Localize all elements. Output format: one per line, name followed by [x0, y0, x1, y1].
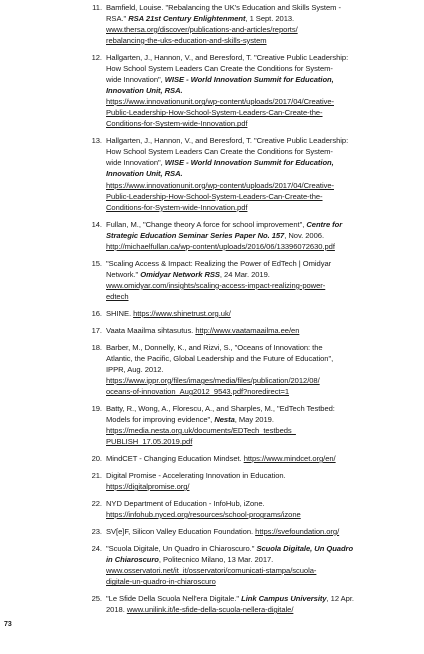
- reference-number: 19.: [91, 403, 102, 413]
- reference-text: "Scuola Digitale, Un Quadro in Chiaroscuro.": [106, 543, 257, 553]
- reference-link[interactable]: Public-Leadership-How-School-System-Leaders-Can-Create-the-: [106, 191, 323, 201]
- reference-line: [106, 498, 414, 509]
- reference-source: Link Campus University: [241, 593, 327, 603]
- reference-line: [106, 13, 414, 24]
- reference-number: 14.: [91, 219, 102, 229]
- reference-number: 20.: [91, 454, 102, 464]
- reference-number: 12.: [91, 52, 102, 62]
- reference-link[interactable]: https://www.innovationunit.org/wp-content/uploads/2017/04/Creative-: [106, 180, 334, 190]
- reference-link[interactable]: www.unilink.it/le-sfide-della-scuola-nellera-digitale/: [126, 605, 294, 615]
- reference-text: SHINE.: [106, 308, 134, 318]
- reference-line: [106, 107, 414, 118]
- reference-line: [106, 453, 414, 464]
- reference-link[interactable]: Conditions-for-System-wide-Innovation.pdf: [106, 202, 248, 212]
- reference-line: [106, 291, 414, 302]
- reference-link[interactable]: Conditions-for-System-wide-Innovation.pdf: [106, 119, 248, 129]
- reference-text: RSA.": [106, 13, 129, 23]
- reference-line: [106, 135, 414, 146]
- reference-item: [88, 498, 414, 520]
- reference-text: How School System Leaders Can Create the Conditions for System-: [106, 147, 333, 157]
- reference-item: [88, 52, 414, 130]
- reference-link[interactable]: PUBLISH_17.05.2019.pdf: [106, 437, 193, 447]
- reference-line: [106, 202, 414, 213]
- reference-source: Innovation Unit, RSA.: [106, 85, 183, 95]
- reference-line: [106, 576, 414, 587]
- reference-text: , May 2019.: [234, 414, 274, 424]
- reference-item: [88, 325, 414, 336]
- reference-text: Hallgarten, J., Hannon, V., and Beresford, T. "Creative Public Leadership:: [106, 136, 349, 146]
- reference-line: [106, 269, 414, 280]
- reference-text: Barber, M., Donnelly, K., and Rizvi, S., "Oceans of Innovation: the: [106, 342, 323, 352]
- reference-number: 21.: [91, 470, 102, 480]
- reference-line: [106, 85, 414, 96]
- reference-line: [106, 593, 414, 604]
- reference-link[interactable]: digitale-un-quadro-in-chiaroscuro: [106, 577, 216, 587]
- reference-line: [106, 342, 414, 353]
- reference-text: 2018.: [106, 605, 127, 615]
- reference-text: MindCET - Changing Education Mindset.: [106, 454, 244, 464]
- reference-line: [106, 2, 414, 13]
- reference-line: [106, 191, 414, 202]
- reference-link[interactable]: www.omidyar.com/insights/scaling-access-impact-realizing-power-: [106, 280, 326, 290]
- reference-source: Nesta: [214, 414, 235, 424]
- reference-text: , Politecnico Milano, 13 Mar. 2017.: [158, 554, 274, 564]
- reference-source: WISE - World Innovation Summit for Education,: [164, 74, 334, 84]
- reference-line: [106, 35, 414, 46]
- reference-item: [88, 543, 414, 587]
- reference-text: wide Innovation",: [106, 74, 165, 84]
- reference-link[interactable]: https://infohub.nyced.org/resources/school-programs/izone: [106, 510, 301, 520]
- reference-number: 11.: [92, 2, 102, 12]
- reference-item: [88, 593, 414, 615]
- reference-link[interactable]: https://media.nesta.org.uk/documents/EDTech_testbeds_: [106, 426, 296, 436]
- reference-line: [106, 526, 414, 537]
- reference-item: [88, 219, 414, 252]
- reference-number: 18.: [91, 342, 102, 352]
- reference-text: , Nov. 2006.: [284, 230, 325, 240]
- reference-line: [106, 554, 414, 565]
- reference-number: 24.: [91, 543, 102, 553]
- reference-link[interactable]: oceans-of-innovation_Aug2012_9543.pdf?noredirect=1: [106, 386, 290, 396]
- reference-source: Omidyar Network RSS: [140, 269, 220, 279]
- reference-line: [106, 258, 414, 269]
- reference-source: Strategic Education Seminar Series Paper No. 157: [106, 230, 285, 240]
- reference-list: [88, 2, 414, 621]
- reference-text: How School System Leaders Can Create the Conditions for System-: [106, 63, 333, 73]
- reference-source: RSA 21st Century Enlightenment: [128, 13, 246, 23]
- reference-line: [106, 364, 414, 375]
- reference-item: [88, 453, 414, 464]
- reference-line: [106, 353, 414, 364]
- reference-link[interactable]: https://digitalpromise.org/: [106, 482, 190, 492]
- reference-source: Centre for: [306, 219, 343, 229]
- reference-line: [106, 230, 414, 241]
- reference-text: Bamfield, Louise. "Rebalancing the UK's Education and Skills System -: [106, 2, 341, 12]
- reference-link[interactable]: http://michaelfullan.ca/wp-content/uploads/2016/06/13396072630.pdf: [106, 241, 335, 251]
- reference-line: [106, 168, 414, 179]
- reference-line: [106, 403, 414, 414]
- reference-line: [106, 604, 414, 615]
- page-number: 73: [4, 621, 12, 628]
- reference-item: [88, 258, 414, 302]
- reference-text: SV[e]F, Silicon Valley Education Foundation.: [106, 526, 256, 536]
- reference-text: Batty, R., Wong, A., Florescu, A., and Sharples, M., "EdTech Testbed:: [106, 403, 335, 413]
- reference-line: [106, 180, 414, 191]
- reference-text: , 24 Mar. 2019.: [219, 269, 270, 279]
- reference-text: Digital Promise - Accelerating Innovation in Education.: [106, 470, 286, 480]
- reference-item: [88, 2, 414, 46]
- reference-text: wide Innovation",: [106, 158, 165, 168]
- reference-text: "Scaling Access & Impact: Realizing the Power of EdTech | Omidyar: [106, 258, 332, 268]
- reference-line: [106, 157, 414, 168]
- reference-line: [106, 241, 414, 252]
- reference-text: Network.": [106, 269, 141, 279]
- reference-line: [106, 375, 414, 386]
- reference-line: [106, 386, 414, 397]
- reference-link[interactable]: https://www.ippr.org/files/images/media/files/publication/2012/08/: [106, 375, 320, 385]
- reference-line: [106, 63, 414, 74]
- reference-line: [106, 436, 414, 447]
- reference-text: Models for improving evidence",: [106, 414, 215, 424]
- reference-line: [106, 425, 414, 436]
- reference-number: 22.: [91, 498, 102, 508]
- reference-number: 15.: [91, 258, 102, 268]
- reference-line: [106, 74, 414, 85]
- reference-link[interactable]: http://www.vaatamaailma.ee/en: [195, 325, 300, 335]
- reference-link[interactable]: rebalancing-the-uks-education-and-skills-system: [106, 35, 267, 45]
- reference-number: 25.: [91, 593, 102, 603]
- reference-item: [88, 135, 414, 213]
- reference-line: [106, 565, 414, 576]
- reference-line: [106, 52, 414, 63]
- reference-line: [106, 219, 414, 230]
- reference-link[interactable]: https://svefoundation.org/: [255, 526, 340, 536]
- reference-line: [106, 470, 414, 481]
- reference-number: 17.: [91, 325, 102, 335]
- reference-item: [88, 403, 414, 447]
- reference-link[interactable]: www.osservatori.net/it_it/osservatori/comunicati-stampa/scuola-: [106, 565, 317, 575]
- reference-line: [106, 96, 414, 107]
- reference-number: 13.: [91, 136, 102, 146]
- reference-text: Vaata Maailma sihtasutus.: [106, 325, 196, 335]
- reference-link[interactable]: https://www.shinetrust.org.uk/: [133, 308, 231, 318]
- reference-link[interactable]: Public-Leadership-How-School-System-Leaders-Can-Create-the-: [106, 108, 323, 118]
- reference-text: , 12 Apr.: [326, 593, 354, 603]
- reference-item: [88, 308, 414, 319]
- reference-line: [106, 24, 414, 35]
- reference-line: [106, 146, 414, 157]
- reference-link[interactable]: edtech: [106, 291, 129, 301]
- reference-link[interactable]: https://www.innovationunit.org/wp-content/uploads/2017/04/Creative-: [106, 97, 334, 107]
- reference-source: WISE - World Innovation Summit for Education,: [164, 158, 334, 168]
- reference-source: in Chiaroscuro: [106, 554, 159, 564]
- reference-line: [106, 280, 414, 291]
- reference-line: [106, 543, 414, 554]
- reference-link[interactable]: https://www.mindcet.org/en/: [243, 454, 336, 464]
- reference-text: Hallgarten, J., Hannon, V., and Beresford, T. "Creative Public Leadership:: [106, 52, 349, 62]
- reference-line: [106, 308, 414, 319]
- reference-text: "Le Sfide Della Scuola Nell'era Digitale.": [106, 593, 242, 603]
- reference-item: [88, 526, 414, 537]
- reference-item: [88, 470, 414, 492]
- reference-number: 16.: [91, 308, 102, 318]
- reference-line: [106, 325, 414, 336]
- reference-text: NYD Department of Education - InfoHub, iZone.: [106, 498, 265, 508]
- reference-source: Scuola Digitale, Un Quadro: [256, 543, 354, 553]
- reference-text: IPPR, Aug. 2012.: [106, 364, 164, 374]
- reference-line: [106, 414, 414, 425]
- reference-line: [106, 509, 414, 520]
- reference-text: Atlantic, the Pacific, Global Leadership and the Future of Education",: [106, 353, 334, 363]
- reference-line: [106, 118, 414, 129]
- reference-number: 23.: [91, 526, 102, 536]
- reference-text: , 1 Sept. 2013.: [245, 13, 295, 23]
- reference-source: Innovation Unit, RSA.: [106, 169, 183, 179]
- reference-line: [106, 481, 414, 492]
- reference-item: [88, 342, 414, 397]
- reference-text: Fullan, M., "Change theory A force for school improvement",: [106, 219, 307, 229]
- reference-link[interactable]: www.thersa.org/discover/publications-and-articles/reports/: [106, 24, 298, 34]
